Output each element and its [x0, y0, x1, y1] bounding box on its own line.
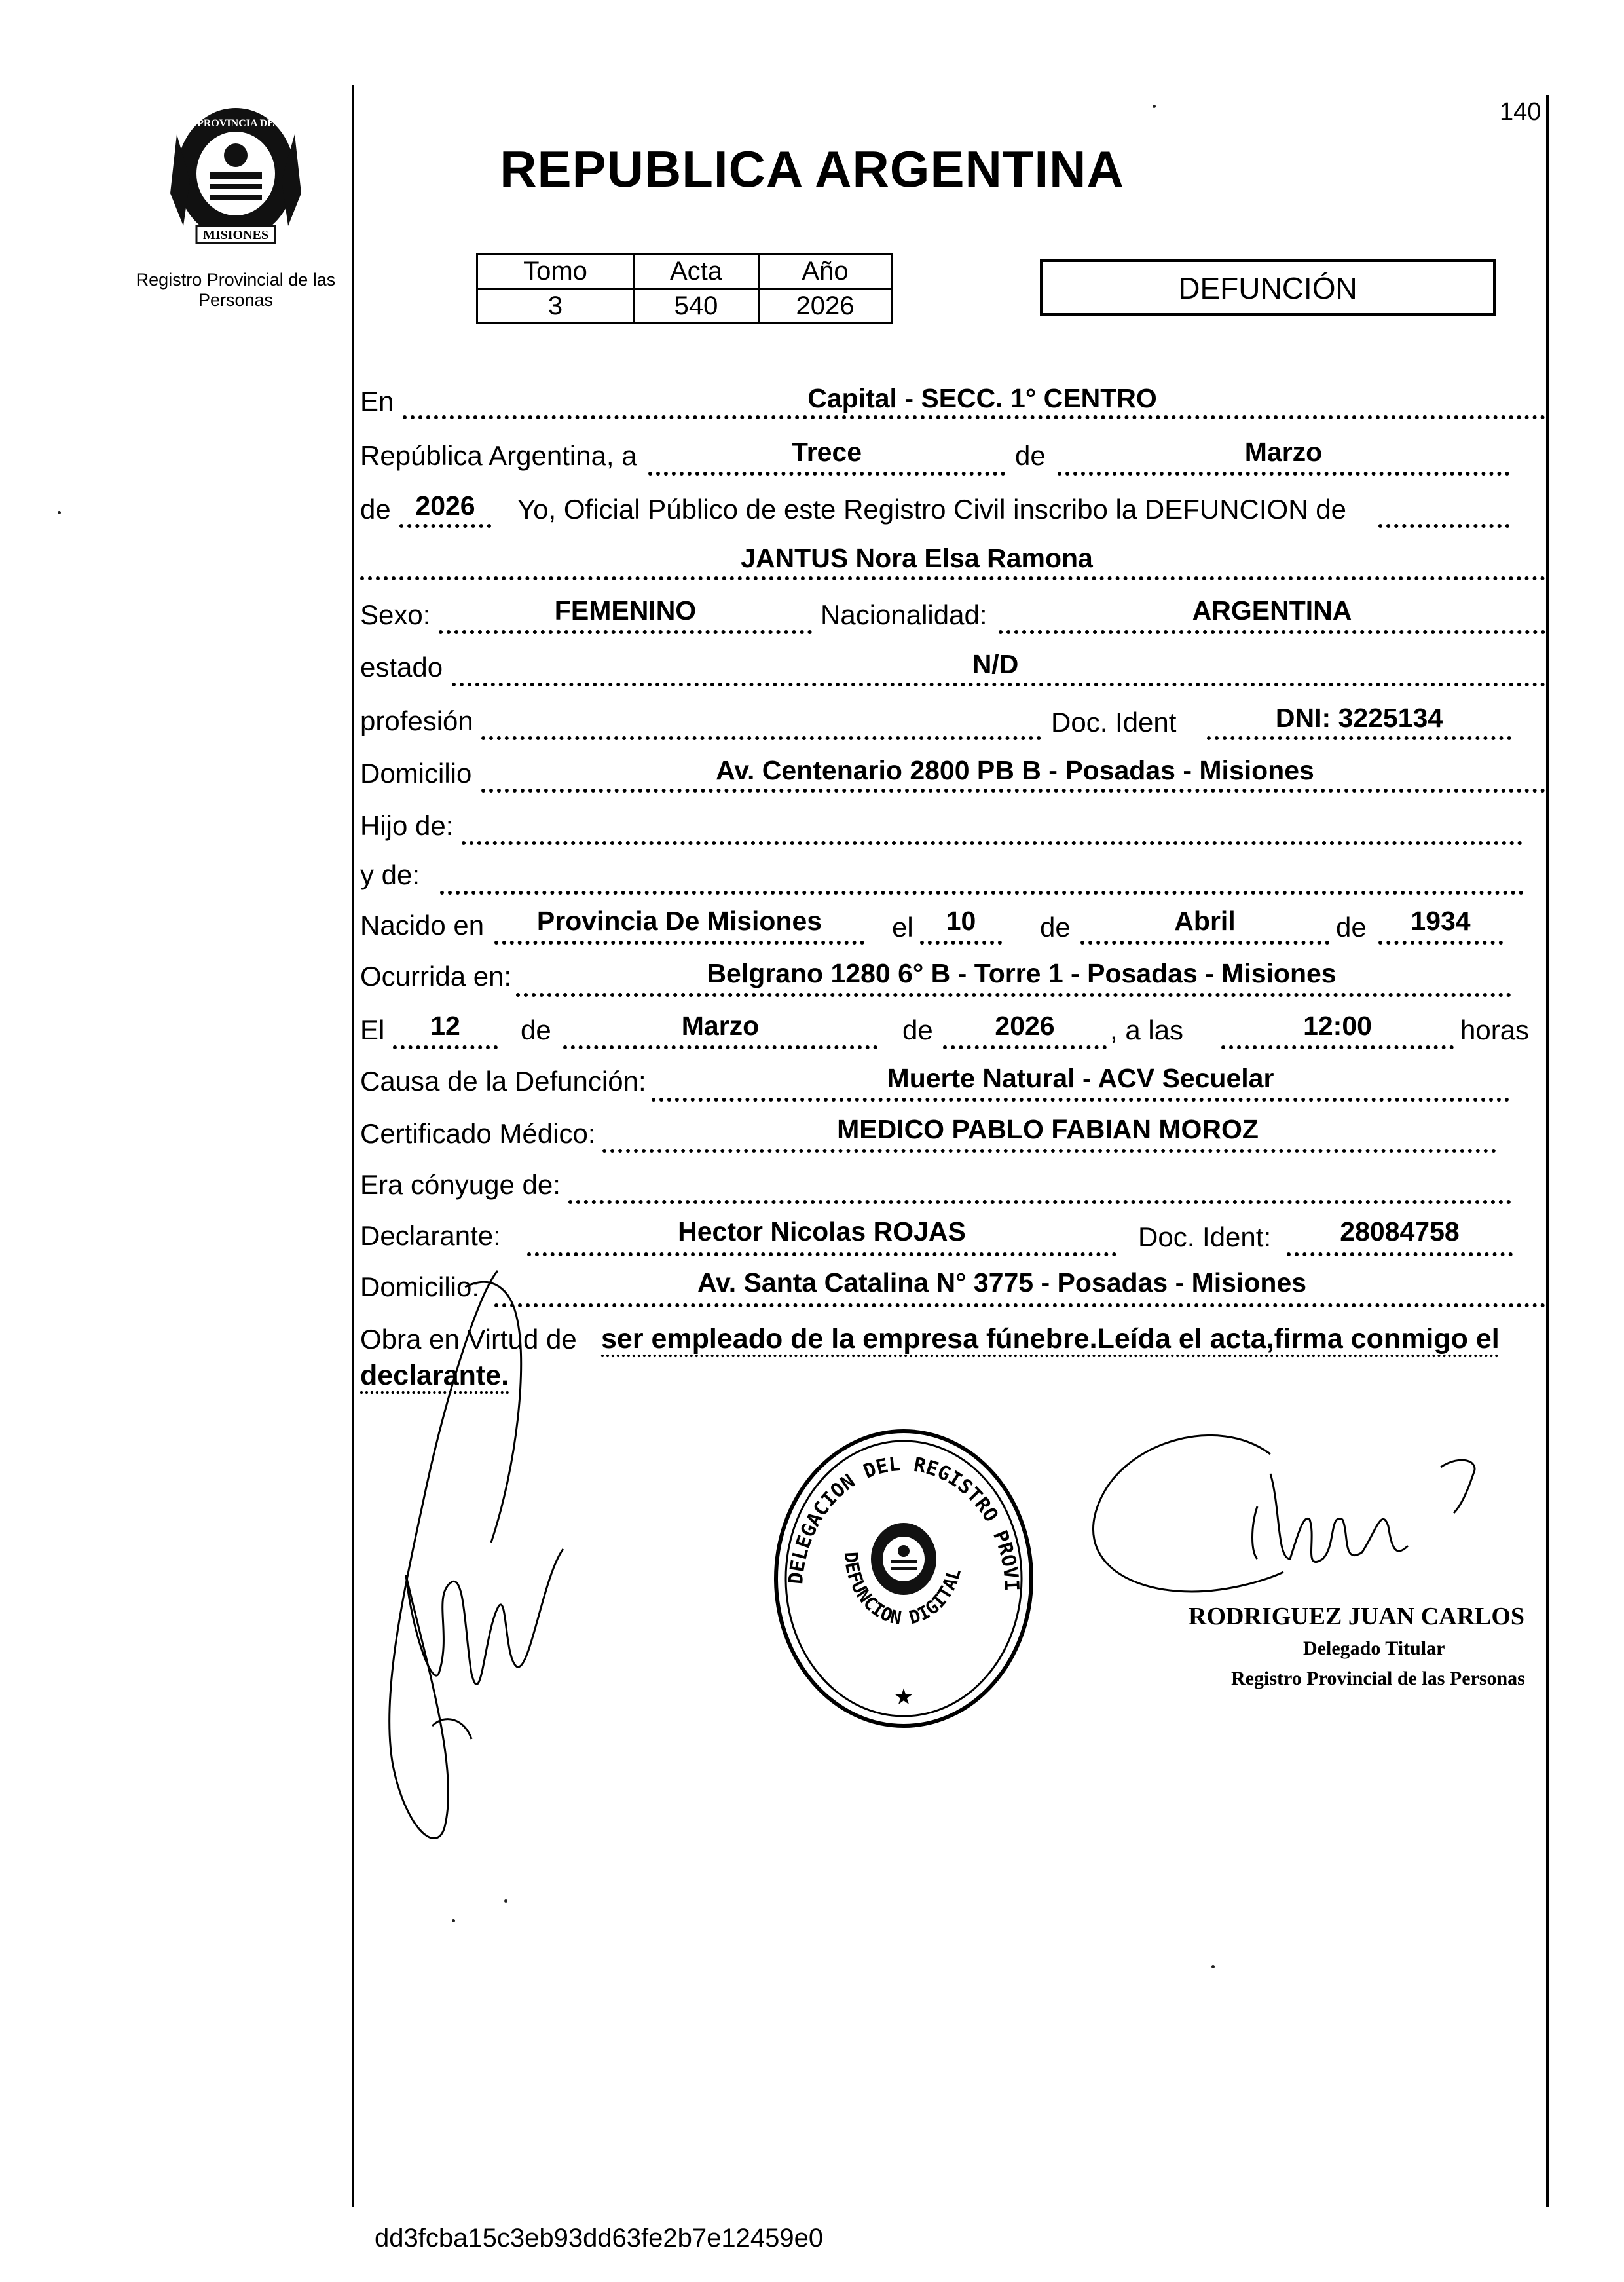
domicilio2-label: Domicilio: — [360, 1271, 480, 1302]
yde-label: y de: — [360, 859, 420, 890]
scan-speck — [452, 1919, 455, 1922]
alas-label: , a las — [1110, 1015, 1184, 1045]
nac-dia-dots — [920, 941, 1002, 945]
horas-label: horas — [1460, 1015, 1530, 1045]
scan-speck — [1153, 105, 1156, 108]
def-mes-dots — [563, 1045, 877, 1049]
svg-text:★: ★ — [893, 1684, 914, 1710]
signer-role: Delegado Titular — [1303, 1637, 1445, 1659]
nac-anio-dots — [1378, 941, 1503, 945]
acta-header: Acta — [634, 254, 759, 289]
nombre-dots — [360, 576, 1545, 580]
de-label-5: de — [521, 1015, 551, 1045]
document-hash: dd3fcba15c3eb93dd63fe2b7e12459e0 — [375, 2224, 824, 2253]
declarante-label: Declarante: — [360, 1220, 501, 1251]
de-label-3: de — [1040, 912, 1071, 943]
nac-anio-value: 1934 — [1411, 906, 1471, 936]
acta-header: Año — [759, 254, 892, 289]
en-value: Capital - SECC. 1° CENTRO — [807, 383, 1157, 413]
doc-dots — [1207, 736, 1511, 740]
nacionalidad-dots — [999, 630, 1545, 634]
certificado-value: MEDICO PABLO FABIAN MOROZ — [837, 1114, 1259, 1144]
ocurrida-dots — [516, 993, 1511, 997]
el-label: el — [892, 912, 913, 943]
dia-value: Trece — [791, 437, 862, 467]
def-anio-dots — [943, 1045, 1107, 1049]
domicilio-dots — [481, 789, 1545, 793]
hijo-dots — [462, 841, 1522, 845]
stamp-outer-text: DELEGACION DEL REGISTRO PROVI — [784, 1452, 1024, 1592]
de-label-2: de — [360, 494, 391, 525]
stamp-inner-text: DEFUNCION DIGITAL — [840, 1551, 966, 1630]
nac-mes-value: Abril — [1174, 906, 1236, 936]
hora-dots — [1221, 1045, 1454, 1049]
causa-label: Causa de la Defunción: — [360, 1066, 646, 1096]
de-label-6: de — [902, 1015, 933, 1045]
obra-value-line2: declarante. — [360, 1360, 509, 1391]
nac-dia-value: 10 — [946, 906, 976, 936]
anio-value: 2026 — [759, 289, 892, 324]
page-title: REPUBLICA ARGENTINA — [500, 140, 1124, 198]
sexo-label: Sexo: — [360, 599, 431, 630]
signer-office: Registro Provincial de las Personas — [1231, 1668, 1525, 1689]
en-dots — [403, 415, 1545, 419]
declarant-signature — [367, 1267, 629, 1857]
domicilio2-dots — [494, 1303, 1545, 1307]
obra-label: Obra en Virtud de — [360, 1324, 577, 1355]
scan-speck — [58, 511, 61, 514]
sexo-dots — [439, 630, 812, 634]
signer-name: RODRIGUEZ JUAN CARLOS — [1189, 1603, 1525, 1630]
hora-value: 12:00 — [1303, 1011, 1372, 1041]
causa-value: Muerte Natural - ACV Secuelar — [887, 1063, 1274, 1093]
inscribo-dots — [1378, 524, 1509, 528]
hijo-label: Hijo de: — [360, 810, 454, 841]
nacionalidad-label: Nacionalidad: — [821, 599, 987, 630]
yde-dots — [440, 891, 1524, 895]
doc-type-box: DEFUNCIÓN — [1040, 259, 1496, 316]
doc2-label: Doc. Ident: — [1138, 1222, 1272, 1252]
causa-dots — [652, 1098, 1509, 1102]
def-dia-value: 12 — [430, 1011, 460, 1041]
official-stamp — [766, 1421, 1041, 1729]
conyuge-label: Era cónyuge de: — [360, 1169, 561, 1200]
anio-value-form: 2026 — [415, 491, 475, 521]
ocurrida-label: Ocurrida en: — [360, 961, 512, 992]
profesion-dots — [481, 736, 1041, 740]
estado-value: N/D — [972, 649, 1019, 679]
scan-speck — [1211, 1965, 1215, 1968]
doc-value: DNI: 3225134 — [1275, 703, 1443, 733]
doc-label: Doc. Ident — [1051, 707, 1177, 738]
declarante-dots — [527, 1252, 1116, 1256]
inscribo-text: Yo, Oficial Público de este Registro Civil inscribo la DEFUNCION de — [517, 494, 1346, 525]
sexo-value: FEMENINO — [554, 595, 697, 626]
mes-dots — [1058, 472, 1509, 476]
domicilio2-value: Av. Santa Catalina N° 3775 - Posadas - Misiones — [697, 1267, 1307, 1298]
def-anio-value: 2026 — [995, 1011, 1055, 1041]
acta-table — [476, 253, 893, 324]
domicilio-value: Av. Centenario 2800 PB B - Posadas - Misiones — [716, 755, 1314, 785]
doc2-value: 28084758 — [1340, 1216, 1460, 1246]
tomo-value: 3 — [477, 289, 634, 324]
de-label: de — [1015, 440, 1046, 471]
acta-header: Tomo — [477, 254, 634, 289]
svg-text:MISIONES: MISIONES — [202, 228, 269, 242]
right-margin-line — [1546, 95, 1549, 2207]
domicilio-label: Domicilio — [360, 758, 472, 789]
def-mes-value: Marzo — [681, 1011, 760, 1041]
anio-dots — [399, 524, 491, 528]
mes-value: Marzo — [1244, 437, 1323, 467]
certificado-label: Certificado Médico: — [360, 1118, 596, 1149]
nacido-label: Nacido en — [360, 910, 485, 941]
en-label: En — [360, 386, 394, 417]
svg-text:PROVINCIA DE: PROVINCIA DE — [197, 118, 274, 129]
page-number: 140 — [1500, 98, 1541, 126]
el2-label: El — [360, 1015, 385, 1045]
obra-value-line1: ser empleado de la empresa fúnebre.Leída el acta,firma conmigo el — [601, 1323, 1500, 1355]
doc2-dots — [1287, 1252, 1513, 1256]
nombre-value: JANTUS Nora Elsa Ramona — [741, 543, 1093, 573]
dia-dots — [648, 472, 1005, 476]
scan-speck — [504, 1899, 507, 1903]
def-dia-dots — [393, 1045, 498, 1049]
left-margin-line — [352, 85, 354, 2207]
acta-value: 540 — [634, 289, 759, 324]
ocurrida-value: Belgrano 1280 6° B - Torre 1 - Posadas - Misiones — [707, 958, 1337, 988]
estado-label: estado — [360, 652, 443, 683]
profesion-label: profesión — [360, 705, 473, 736]
republica-label: República Argentina, a — [360, 440, 637, 471]
de-label-4: de — [1336, 912, 1367, 943]
nac-mes-dots — [1080, 941, 1329, 945]
certificado-dots — [602, 1149, 1496, 1153]
nacido-value: Provincia De Misiones — [536, 906, 822, 936]
conyuge-dots — [568, 1200, 1511, 1204]
nacionalidad-value: ARGENTINA — [1192, 595, 1352, 626]
nacido-dots — [494, 941, 864, 945]
declarante-value: Hector Nicolas ROJAS — [678, 1216, 966, 1246]
official-signature — [1022, 1428, 1519, 1624]
registry-name: Registro Provincial de las Personas — [136, 270, 336, 310]
estado-dots — [452, 683, 1545, 686]
